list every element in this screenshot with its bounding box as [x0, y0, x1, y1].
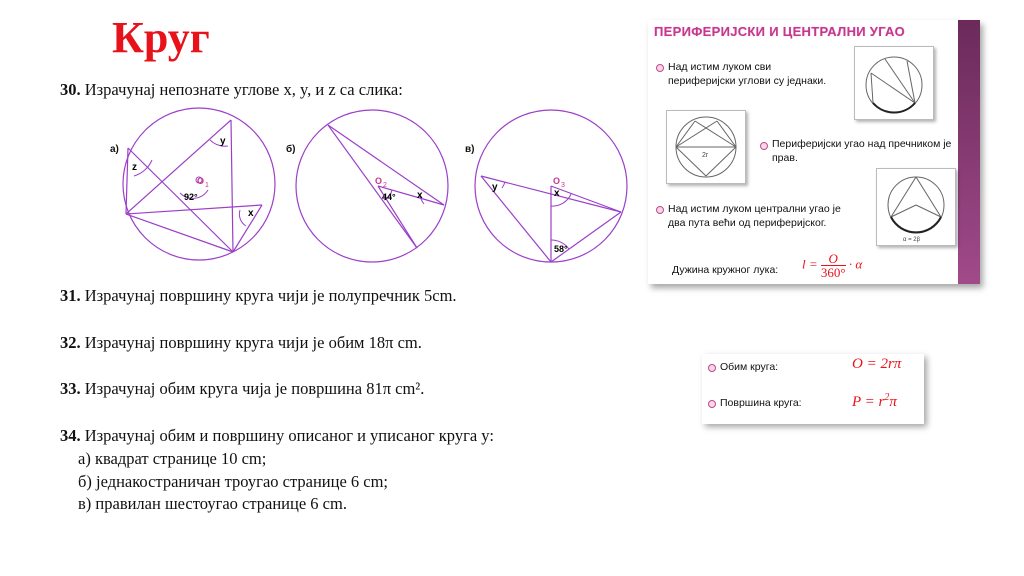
task-30-text: Израчунај непознате углове x, y, и z са слика: — [84, 80, 403, 99]
figure-v-label: в) — [465, 144, 475, 155]
perimeter-label: Обим круга: — [720, 361, 779, 373]
thumb-periphery — [854, 46, 934, 120]
fig-b-center: O — [375, 176, 383, 186]
bullet-icon — [760, 142, 768, 150]
task-31 — [60, 286, 457, 306]
fig-a-center-sub: 1 — [205, 182, 209, 189]
task-34-item-v: в) правилан шестоугао странице 6 cm. — [78, 494, 347, 513]
figure-b — [296, 110, 448, 262]
task-33 — [60, 379, 424, 399]
fig-v-y: y — [492, 182, 498, 193]
task-32-number: 32. — [60, 333, 81, 352]
bullet-icon — [656, 64, 664, 72]
task-31-number: 31. — [60, 286, 81, 305]
perimeter-formula: O = 2rπ — [852, 356, 902, 372]
panel-title: ПЕРИФЕРИЈСКИ И ЦЕНТРАЛНИ УГАО — [654, 24, 905, 39]
bullet-2-line-1: Периферијски угао над пречником је — [772, 138, 952, 150]
bullet-1 — [668, 60, 826, 88]
bullet-icon — [656, 206, 664, 214]
fig-a-z: z — [132, 162, 137, 173]
fig-b-x: x — [417, 190, 423, 201]
task-33-number: 33. — [60, 379, 81, 398]
bullet-3-line-1: Над истим луком централни угао је — [668, 203, 841, 215]
panel-stripe — [958, 20, 980, 284]
arc-length-formula: l = $\frac{O}{360^\circ}$ · α — [802, 251, 863, 280]
fig-a-x: x — [248, 208, 254, 219]
fig-a-y: y — [220, 136, 226, 147]
page-title: Круг — [112, 13, 210, 62]
task-32-text: Израчунај површину круга чији је обим 18π cm. — [84, 333, 422, 352]
svg-text:α = 2β: α = 2β — [903, 237, 921, 243]
task-33-text: Израчунај обим круга чија је површина 81π cm². — [84, 379, 425, 398]
bullet-3 — [668, 202, 841, 230]
formula-panel — [702, 354, 924, 424]
area-formula: $P = r^2\pi$ — [852, 392, 897, 410]
fig-a-center: O — [197, 176, 205, 186]
svg-text:2r: 2r — [702, 152, 709, 159]
task-34-text: Израчунај обим и површину описаног и уписаног круга у: — [84, 426, 494, 445]
fig-b-angle: 44° — [382, 192, 396, 202]
figure-a-label: а) — [110, 144, 119, 155]
arc-length-label: Дужина кружног лука: — [672, 264, 779, 276]
bullet-2 — [772, 137, 951, 165]
figure-b-label: б) — [286, 144, 296, 155]
bullet-2-line-2: прав. — [772, 152, 798, 164]
task-34-number: 34. — [60, 426, 81, 445]
bullet-3-line-2: два пута већи од периферијског. — [668, 217, 827, 229]
task-34-item-b: б) једнакостраничан троугао странице 6 cm; — [78, 472, 389, 491]
figure-v — [475, 110, 627, 262]
task-32 — [60, 333, 422, 353]
fig-v-x: x — [554, 188, 560, 199]
bullet-1-line-1: Над истим луком сви — [668, 61, 772, 73]
task-34 — [60, 426, 494, 446]
task-34-item-a: а) квадрат странице 10 cm; — [78, 449, 267, 468]
fig-b-center-sub: 2 — [383, 182, 387, 189]
task-30-number: 30. — [60, 80, 81, 99]
bullet-icon — [708, 400, 716, 408]
fig-a-angle: 92° — [184, 192, 198, 202]
fig-v-center-sub: 3 — [561, 182, 565, 189]
fig-v-center: O — [553, 176, 561, 186]
thumb-central — [876, 168, 956, 246]
area-label: Површина круга: — [720, 397, 802, 409]
bullet-1-line-2: периферијски углови су једнаки. — [668, 75, 827, 87]
fig-v-angle: 58° — [554, 244, 568, 254]
bullet-icon — [708, 364, 716, 372]
thumb-diameter — [666, 110, 746, 184]
reference-panel — [648, 20, 980, 284]
task-31-text: Израчунај површину круга чији је полупречник 5cm. — [84, 286, 457, 305]
